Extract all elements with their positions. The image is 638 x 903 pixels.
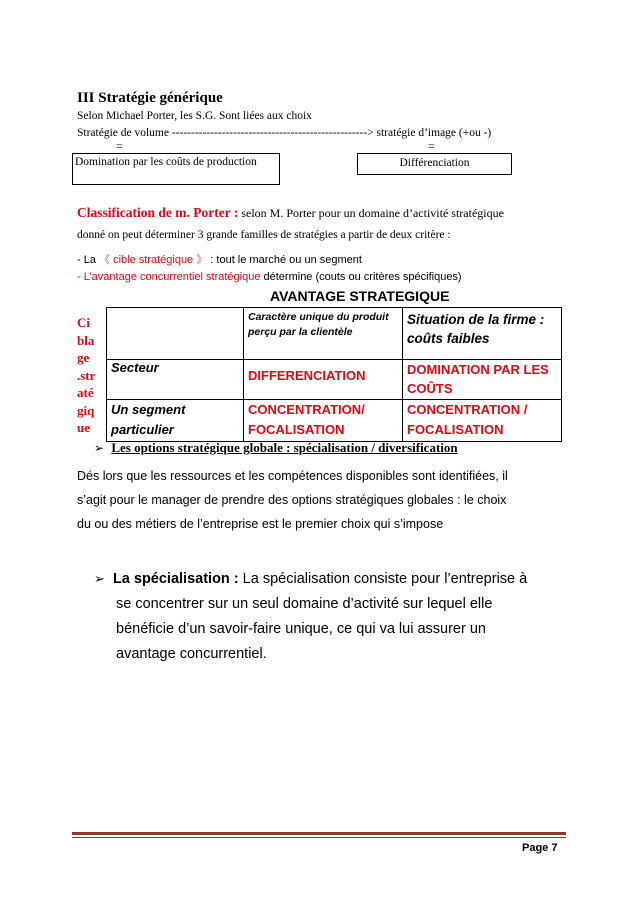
matrix-col1-header: Caractère unique du produit perçu par la clientèle (244, 308, 403, 360)
section-title (77, 90, 223, 107)
bullet-arrow-icon: ➢ (94, 572, 105, 587)
side-label-line: até (77, 385, 94, 400)
matrix-top-label: AVANTAGE STRATEGIQUE (270, 288, 450, 304)
classification-heading: Classification de m. Porter : (77, 205, 239, 220)
matrix-row1-c2: DOMINATION PAR LES COÛTS (403, 360, 562, 400)
specialisation-line-2: se concentrer sur un seul domaine d’activité sur lequel elle (116, 596, 493, 612)
criterion-1-rest: : tout le marché ou un segment (207, 254, 362, 266)
equals-left: = (116, 141, 123, 153)
side-label-line: ge (77, 350, 90, 365)
side-label-line: ue (77, 420, 90, 435)
bullet-arrow-icon: ➢ (94, 441, 105, 455)
options-para-line: s’agit pour le manager de prendre des options stratégiques globales : le choix (77, 493, 507, 507)
matrix-corner-cell (107, 308, 244, 360)
options-para-line: du ou des métiers de l’entreprise est le premier choix qui s’impose (77, 517, 444, 531)
specialisation-line-1 (94, 567, 527, 592)
specialisation-text-1: La spécialisation consiste pour l’entreprise à (238, 571, 528, 587)
criterion-1-red: 《 cible stratégique 》 (99, 254, 208, 266)
criterion-2-red: - L’avantage concurrentiel stratégique (77, 271, 261, 283)
side-label-line: Ci (77, 315, 90, 330)
criterion-2 (77, 271, 462, 283)
matrix-row2-c2: CONCENTRATION / FOCALISATION (403, 400, 562, 442)
classification-line-1 (77, 205, 504, 221)
matrix-row1-c1: DIFFERENCIATION (244, 360, 403, 400)
options-para-line: Dés lors que les ressources et les compétences disponibles sont identifiées, il (77, 469, 508, 483)
side-label-line: giq (77, 402, 95, 418)
classification-text-1: selon M. Porter pour un domaine d’activité stratégique (238, 206, 504, 220)
classification-text-2: donné on peut déterminer 3 grande familles de stratégies a partir de deux critère : (77, 229, 451, 241)
matrix-side-label (77, 314, 95, 437)
strategy-matrix (106, 307, 562, 442)
matrix-row1-label: Secteur (107, 360, 244, 400)
options-heading-line (94, 440, 458, 456)
footer-rule-thin (72, 837, 566, 838)
section-line-1: Selon Michael Porter, les S.G. Sont liées aux choix (77, 110, 312, 122)
specialisation-label: La spécialisation : (112, 571, 239, 587)
matrix-header-row (107, 308, 562, 360)
criterion-1 (77, 251, 362, 267)
section-title-text: Stratégie générique (98, 90, 223, 106)
specialisation-line-4: avantage concurrentiel. (116, 646, 267, 662)
matrix-row2-c1: CONCENTRATION/ FOCALISATION (244, 400, 403, 442)
specialisation-line-3: bénéficie d’un savoir-faire unique, ce qui va lui assurer un (116, 621, 486, 637)
page-number: Page 7 (522, 842, 558, 854)
equals-right: = (428, 141, 435, 153)
criterion-2-rest: détermine (couts ou critères spécifiques) (260, 271, 462, 283)
matrix-row-secteur (107, 360, 562, 400)
criterion-1-prefix: - La (77, 254, 100, 266)
matrix-row2-label: Un segment particulier (107, 400, 244, 442)
side-label-line: bla (77, 332, 95, 348)
matrix-col2-header: Situation de la firme : coûts faibles (403, 308, 562, 360)
specialisation-block (94, 567, 527, 667)
side-label-line: .str (77, 367, 96, 383)
box-differenciation: Différenciation (357, 153, 512, 175)
section-number: III (77, 90, 95, 106)
options-paragraph (77, 464, 508, 536)
section-line-2: Stratégie de volume ---------------------------------------------------> stratégie d’image (+ou -) (77, 127, 492, 139)
footer-rule-thick (72, 832, 566, 835)
box-domination: Domination par les coûts de production (72, 153, 280, 185)
matrix-row-segment (107, 400, 562, 442)
options-heading: Les options stratégique globale : spécialisation / diversification (111, 440, 458, 455)
